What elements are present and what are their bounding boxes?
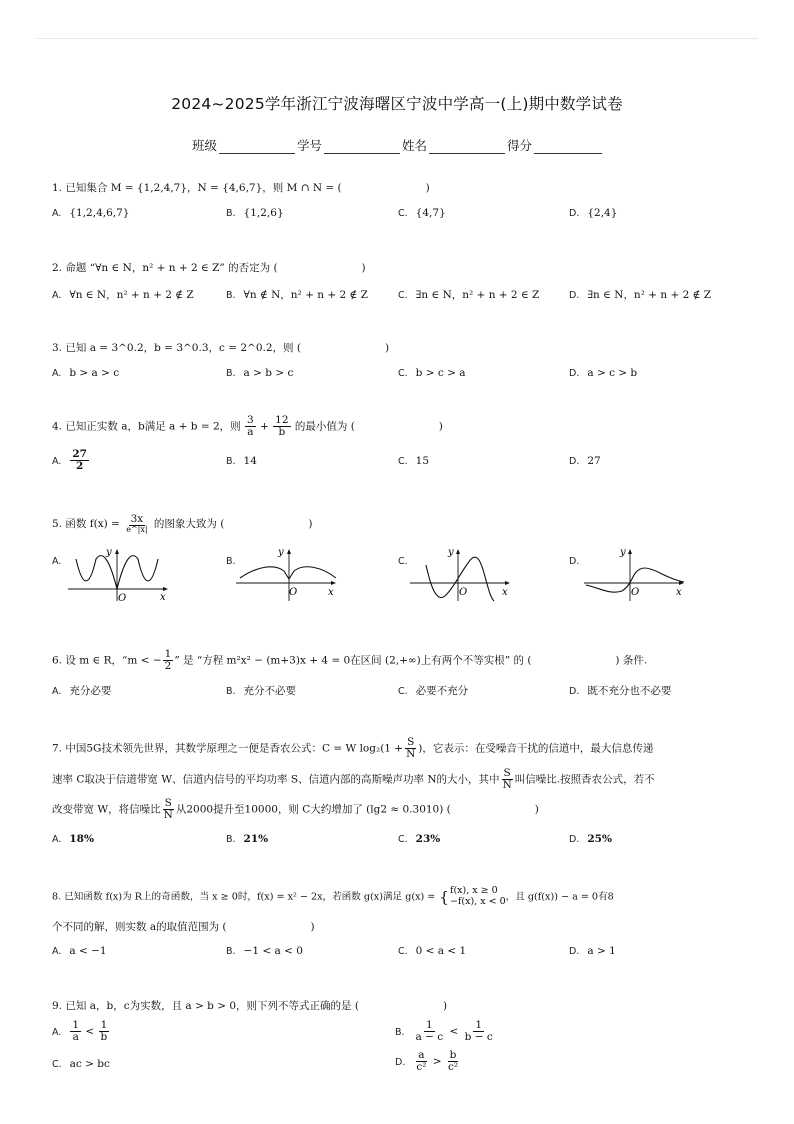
q1-option-a: A. {1,2,4,6,7}: [52, 207, 130, 219]
q8-option-a: A. a < −1: [52, 945, 107, 957]
graph-a: [66, 545, 176, 603]
question-7-line-3: 改变带宽 W，将信噪比 $\frac{S}{N}$ 从2000提升至10000，则 C大约增加了 (lg2 ≈ 0.3010) ( ): [52, 797, 539, 822]
q3-option-c: C. b > c > a: [398, 367, 466, 379]
q2-option-d: D. ∃n ∈ N，n² + n + 2 ∉ Z: [569, 289, 712, 301]
q2-option-b: B. ∀n ∉ N，n² + n + 2 ∉ Z: [226, 289, 368, 301]
question-number: 7.: [52, 742, 63, 755]
question-3: [52, 340, 389, 355]
q3-option-b: B. a > b > c: [226, 367, 294, 379]
question-number: 6.: [52, 654, 63, 667]
q6-option-c: C. 必要不充分: [398, 685, 469, 697]
student-id-blank: [324, 139, 400, 154]
question-number: 4.: [52, 420, 63, 433]
question-9: [52, 998, 447, 1013]
graph-b: [234, 545, 344, 603]
q9-option-d: D. $\frac{a}{\text{c²}}$ > $\frac{b}{\text{c²}}$: [395, 1049, 459, 1074]
question-number: 2.: [52, 262, 63, 274]
q7-option-b: B. 21%: [226, 833, 269, 845]
question-4: 4. 已知正实数 a，b满足 a + b = 2，则 $\frac{3}{a}$ + $\frac{12}{b}$ 的最小值为 ( ): [52, 414, 443, 439]
q2-option-c: C. ∃n ∈ N，n² + n + 2 ∈ Z: [398, 289, 540, 301]
question-1: [52, 180, 430, 195]
q8-option-c: C. 0 < a < 1: [398, 945, 467, 957]
q7-option-c: C. 23%: [398, 833, 441, 845]
graph-d-x-label: x: [676, 587, 682, 598]
graph-b-curve: [240, 567, 336, 579]
q9-option-a: A. $\frac{1}{a}$ < $\frac{1}{b}$: [52, 1019, 108, 1044]
student-info-line: [192, 136, 604, 154]
question-7-line-2: 速率 C取决于信道带宽 W、信道内信号的平均功率 S、信道内部的高斯噪声功率 N的大小，其中 $\frac{S}{N}$ 叫信噪比.按照香农公式，若不: [52, 767, 655, 792]
q5-option-c-label: C.: [398, 556, 408, 567]
fraction-s-over-n: $\frac{S}{N}$: [406, 736, 416, 761]
question-stem: 已知集合 M = {1,2,4,7}，N = {4,6,7}，则 M ∩ N = ( ): [65, 182, 430, 194]
question-stem: 已知 a = 3^0.2，b = 3^0.3，c = 2^0.2，则 ( ): [65, 342, 390, 354]
graph-c-origin-label: O: [459, 587, 468, 598]
question-number: 8.: [52, 891, 62, 903]
q8-option-d: D. a > 1: [569, 945, 616, 957]
q9-option-b: B. $\frac{1}{a - c}$ < $\frac{1}{b - c}$: [395, 1019, 493, 1044]
q5-option-b-label: B.: [226, 556, 236, 567]
graph-a-y-label: y: [106, 547, 112, 558]
graph-c: [408, 545, 518, 603]
question-stem: 已知 a，b，c为实数，且 a > b > 0，则下列不等式正确的是 ( ): [65, 1000, 448, 1012]
question-stem-post: 的图象大致为 ( ): [153, 518, 313, 531]
q7-option-d: D. 25%: [569, 833, 612, 845]
fraction-12-over-b: $\frac{12}{b}$: [275, 414, 289, 439]
graph-d-y-label: y: [620, 547, 626, 558]
fraction-3-over-a: $\frac{3}{a}$: [246, 414, 254, 439]
question-stem-pre: 函数 f(x) =: [65, 518, 120, 531]
graph-c-y-label: y: [448, 547, 454, 558]
graph-c-x-label: x: [502, 587, 508, 598]
q7-option-a: A. 18%: [52, 833, 94, 845]
q6-option-b: B. 充分不必要: [226, 685, 297, 697]
question-6: [52, 649, 647, 672]
question-5: [52, 514, 312, 534]
q9-option-c: C. ac > bc: [52, 1058, 110, 1070]
class-blank: [219, 139, 295, 154]
name-blank: [429, 139, 505, 154]
question-stem-post: 的最小值为 ( ): [294, 420, 443, 433]
graph-a-x-label: x: [160, 592, 166, 603]
score-label: 得分: [507, 138, 533, 153]
q5-option-a-label: A.: [52, 556, 62, 567]
question-8-line-1: 8. 已知函数 f(x)为 R上的奇函数，当 x ≥ 0时，f(x) = x² − 2x，若函数 g(x)满足 g(x) = { f(x), x ≥ 0 −f(x), x < 0 ，且 g(f(x)) − a = 0有8: [52, 885, 614, 907]
q5-option-d-label: D.: [569, 556, 580, 567]
question-7-line-1: 7. 中国5G技术领先世界，其数学原理之一便是香农公式：C = W log₂(1 + $\frac{S}{N}$ )，它表示：在受噪音干扰的信道中，最大信息传递: [52, 736, 654, 761]
q1-option-c: C. {4,7}: [398, 207, 446, 219]
question-stem-pre: 已知正实数 a，b满足 a + b = 2，则: [65, 420, 241, 433]
q1-option-d: D. {2,4}: [569, 207, 618, 219]
q4-option-b: B. 14: [226, 455, 257, 467]
graph-b-origin-label: O: [289, 587, 298, 598]
student-id-label: 学号: [297, 138, 323, 153]
top-rule: [36, 38, 758, 39]
q2-option-a: A. ∀n ∈ N，n² + n + 2 ∉ Z: [52, 289, 194, 301]
class-label: 班级: [192, 138, 218, 153]
question-stem-pre: 设 m ∈ R，“m < −: [65, 654, 162, 667]
question-2: [52, 260, 366, 275]
name-label: 姓名: [402, 138, 428, 153]
question-number: 3.: [52, 342, 63, 354]
question-stem: 命题 “∀n ∈ N，n² + n + 2 ∈ Z” 的否定为 ( ): [65, 262, 366, 274]
graph-d: [582, 545, 692, 603]
q6-option-a: A. 充分必要: [52, 685, 112, 697]
exam-title: 2024~2025学年浙江宁波海曙区宁波中学高一(上)期中数学试卷: [171, 95, 623, 113]
q4-option-d: D. 27: [569, 455, 601, 467]
q1-option-b: B. {1,2,6}: [226, 207, 284, 219]
q3-option-d: D. a > c > b: [569, 367, 638, 379]
score-blank: [534, 139, 602, 154]
fraction-s-over-n: $\frac{S}{N}$: [163, 797, 173, 822]
fraction-3x-over-e: $\frac{3x}{e\^{}|x|}$: [126, 513, 148, 535]
q3-option-a: A. b > a > c: [52, 367, 120, 379]
question-number: 9.: [52, 1000, 63, 1012]
q6-option-d: D. 既不充分也不必要: [569, 685, 672, 697]
question-number: 5.: [52, 518, 63, 531]
q8-option-b: B. −1 < a < 0: [226, 945, 303, 957]
q4-option-a: A. $\frac{27}{2}$: [52, 448, 87, 473]
question-stem-post: ” 是 “方程 m²x² − (m+3)x + 4 = 0在区间 (2,+∞)上有两个不等实根” 的 ( ) 条件.: [174, 654, 648, 667]
piecewise-cases: f(x), x ≥ 0 −f(x), x < 0: [449, 885, 506, 907]
graph-a-origin-label: O: [118, 593, 127, 603]
fraction-one-half: $\frac{1}{2}$: [164, 648, 172, 673]
question-number: 1.: [52, 182, 63, 194]
graph-b-x-label: x: [328, 587, 334, 598]
graph-d-origin-label: O: [631, 587, 640, 598]
q4-option-c: C. 15: [398, 455, 430, 467]
fraction-s-over-n: $\frac{S}{N}$: [502, 767, 512, 792]
question-8-line-2: 个不同的解，则实数 a的取值范围为 ( ): [52, 921, 315, 933]
graph-b-y-label: y: [278, 547, 284, 558]
